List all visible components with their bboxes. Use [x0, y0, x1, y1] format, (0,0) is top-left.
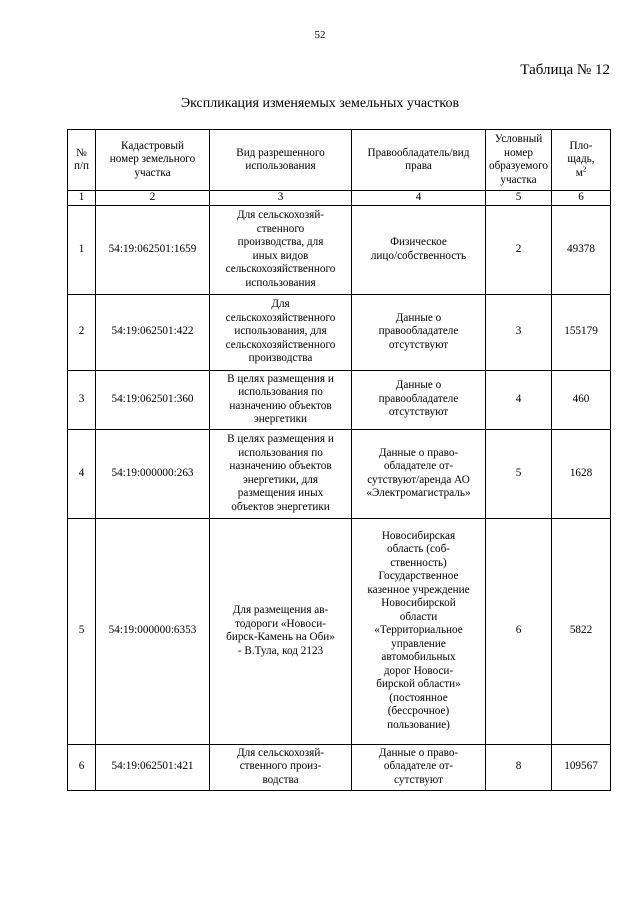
column-number: 1 [68, 191, 96, 206]
table-row [68, 518, 611, 744]
table-row [68, 370, 611, 429]
owner-cell: Данные о право- обладателе от- сутствуют [352, 744, 486, 790]
table-row [68, 744, 611, 790]
header-cell-number: № п/п [68, 130, 96, 191]
table-row [68, 294, 611, 370]
area-cell: 1628 [552, 429, 611, 518]
cadastral-number-cell: 54:19:062501:421 [96, 744, 210, 790]
conditional-number-cell: 2 [486, 205, 552, 294]
row-number-cell: 6 [68, 744, 96, 790]
column-number: 5 [486, 191, 552, 206]
cadastral-number-cell: 54:19:000000:6353 [96, 518, 210, 744]
row-number-cell: 3 [68, 370, 96, 429]
page-number: 52 [314, 29, 326, 41]
header-cell-owner: Правообладатель/вид права [352, 130, 486, 191]
column-number-row [68, 191, 611, 206]
column-number: 6 [552, 191, 611, 206]
area-cell: 460 [552, 370, 611, 429]
column-number: 2 [96, 191, 210, 206]
cadastral-number-cell: 54:19:062501:360 [96, 370, 210, 429]
row-number-cell: 5 [68, 518, 96, 744]
header-cell-area: Пло- щадь, $м^2$ [552, 130, 611, 191]
conditional-number-cell: 6 [486, 518, 552, 744]
document-title: Экспликация изменяемых земельных участков [180, 96, 460, 111]
area-cell: 155179 [552, 294, 611, 370]
permitted-use-cell: Для размещения ав- тодороги «Новоси- бирск-Камень на Оби» - В.Тула, код 2123 [210, 518, 352, 744]
cadastral-number-cell: 54:19:000000:263 [96, 429, 210, 518]
permitted-use-cell: В целях размещения и использования по назначению объектов энергетики, для размещения иных объектов энергетики [210, 429, 352, 518]
conditional-number-cell: 8 [486, 744, 552, 790]
cadastral-number-cell: 54:19:062501:1659 [96, 205, 210, 294]
table-row [68, 429, 611, 518]
permitted-use-cell: Для сельскохозяй- ственного производства, для иных видов сельскохозяйственного использования [210, 205, 352, 294]
cadastral-number-cell: 54:19:062501:422 [96, 294, 210, 370]
owner-cell: Данные о право- обладателе от- сутствуют/аренда АО «Электромагистраль» [352, 429, 486, 518]
conditional-number-cell: 3 [486, 294, 552, 370]
header-row [68, 130, 611, 191]
owner-cell: Данные о правообладателе отсутствуют [352, 294, 486, 370]
conditional-number-cell: 5 [486, 429, 552, 518]
area-cell: 5822 [552, 518, 611, 744]
conditional-number-cell: 4 [486, 370, 552, 429]
area-unit-superscript: 2 [582, 165, 587, 174]
owner-cell: Данные о правообладателе отсутствуют [352, 370, 486, 429]
permitted-use-cell: Для сельскохозяйственного использования, для сельскохозяйственного производства [210, 294, 352, 370]
row-number-cell: 1 [68, 205, 96, 294]
permitted-use-cell: В целях размещения и использования по назначению объектов энергетики [210, 370, 352, 429]
column-number: 4 [352, 191, 486, 206]
explication-table [67, 129, 611, 791]
header-cell-conditional-number: Условный номер образуемого участка [486, 130, 552, 191]
header-cell-use: Вид разрешенного использования [210, 130, 352, 191]
owner-cell: Новосибирская область (соб- ственность) Государственное казенное учреждение Новосибирской области «Территориальное управление автомобильных дорог Новоси- бирской области» (постоянное (бессрочное) пользование) [352, 518, 486, 744]
area-cell: 49378 [552, 205, 611, 294]
column-number: 3 [210, 191, 352, 206]
table-row [68, 205, 611, 294]
owner-cell: Физическое лицо/собственность [352, 205, 486, 294]
row-number-cell: 4 [68, 429, 96, 518]
row-number-cell: 2 [68, 294, 96, 370]
header-cell-cadastral: Кадастровый номер земельного участка [96, 130, 210, 191]
area-cell: 109567 [552, 744, 611, 790]
permitted-use-cell: Для сельскохозяй- ственного произ- водства [210, 744, 352, 790]
table-label: Таблица № 12 [520, 62, 610, 78]
